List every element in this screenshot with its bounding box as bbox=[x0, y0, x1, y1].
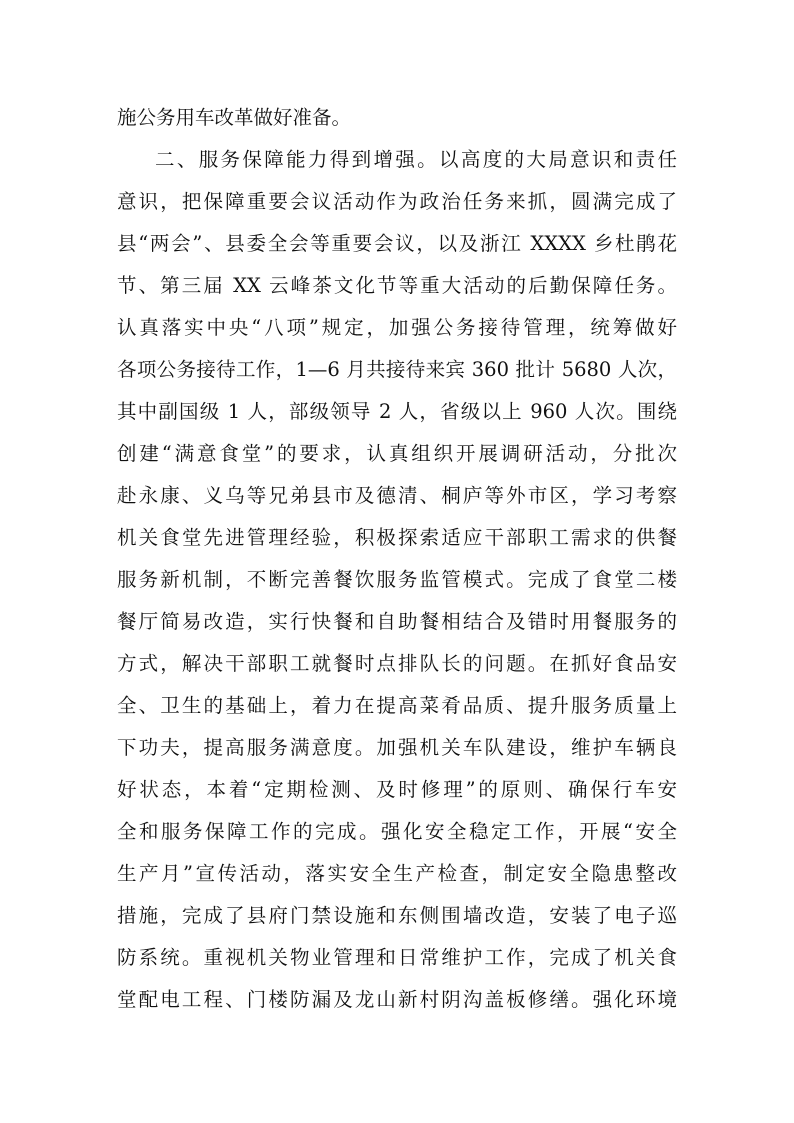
text-line: 创建“满意食堂”的要求，认真组织开展调研活动，分批次 bbox=[117, 442, 677, 465]
text-line: 其中副国级 1 人，部级领导 2 人，省级以上 960 人次。围绕 bbox=[117, 400, 677, 423]
text-line: 各项公务接待工作，1—6 月共接待来宾 360 批计 5680 人次， bbox=[117, 358, 677, 381]
text-line: 施公务用车改革做好准备。 bbox=[117, 106, 352, 129]
text-line: 服务新机制，不断完善餐饮服务监管模式。完成了食堂二楼 bbox=[117, 568, 677, 591]
text-line: 全、卫生的基础上，着力在提高菜肴品质、提升服务质量上 bbox=[117, 694, 677, 717]
text-line: 防系统。重视机关物业管理和日常维护工作，完成了机关食 bbox=[117, 946, 677, 969]
text-line: 好状态，本着“定期检测、及时修理”的原则、确保行车安 bbox=[117, 778, 677, 801]
text-line: 意识，把保障重要会议活动作为政治任务来抓，圆满完成了 bbox=[117, 190, 677, 213]
text-line: 节、第三届 XX 云峰茶文化节等重大活动的后勤保障任务。 bbox=[117, 274, 677, 297]
text-line: 机关食堂先进管理经验，积极探索适应干部职工需求的供餐 bbox=[117, 526, 677, 549]
text-line: 堂配电工程、门楼防漏及龙山新村阴沟盖板修缮。强化环境 bbox=[117, 988, 677, 1011]
text-line: 餐厅简易改造，实行快餐和自助餐相结合及错时用餐服务的 bbox=[117, 610, 677, 633]
paragraph-heading-line: 二、服务保障能力得到增强。以高度的大局意识和责任 bbox=[155, 148, 677, 171]
text-line: 全和服务保障工作的完成。强化安全稳定工作，开展“安全 bbox=[117, 820, 677, 843]
text-line: 下功夫，提高服务满意度。加强机关车队建设，维护车辆良 bbox=[117, 736, 677, 759]
text-line: 县“两会”、县委全会等重要会议，以及浙江 XXXX 乡杜鹃花 bbox=[117, 232, 677, 255]
text-line: 措施，完成了县府门禁设施和东侧围墙改造，安装了电子巡 bbox=[117, 904, 677, 927]
text-line: 方式，解决干部职工就餐时点排队长的问题。在抓好食品安 bbox=[117, 652, 677, 675]
text-line: 赴永康、义乌等兄弟县市及德清、桐庐等外市区，学习考察 bbox=[117, 484, 677, 507]
text-line: 生产月”宣传活动，落实安全生产检查，制定安全隐患整改 bbox=[117, 862, 677, 885]
text-line: 认真落实中央“八项”规定，加强公务接待管理，统筹做好 bbox=[117, 316, 677, 339]
